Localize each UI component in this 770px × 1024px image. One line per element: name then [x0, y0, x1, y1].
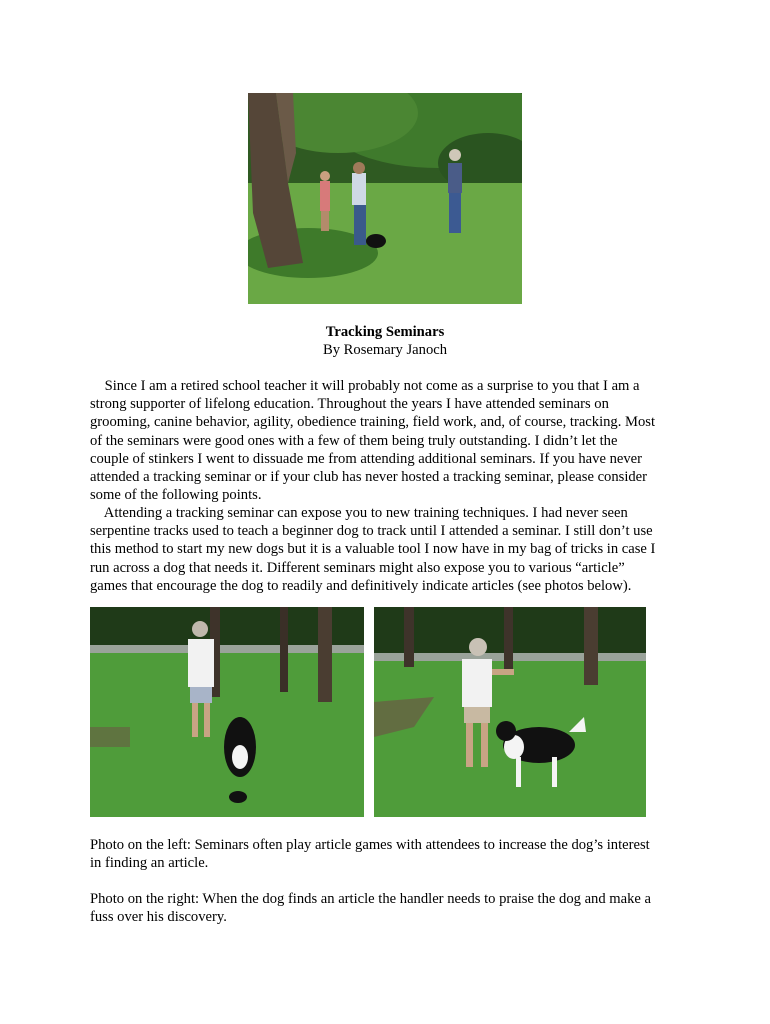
caption-right-photo [90, 890, 690, 926]
text-line: Attending a tracking seminar can expose you to new training techniques. I had never seen [90, 505, 628, 521]
right-photo-handler-praising-dog [374, 607, 646, 817]
text-line: strong supporter of lifelong education. Throughout the years I have attended seminars on [90, 396, 609, 413]
text-line: Photo on the right: When the dog finds an article the handler needs to praise the dog and make a [90, 891, 652, 907]
text-line: fuss over his discovery. [90, 909, 227, 926]
text-line: of the seminars were good ones with a few of them being truly outstanding. I didn’t let the [90, 432, 618, 449]
left-photo-handler-with-dog [90, 607, 364, 817]
text-line: some of the following points. [90, 487, 262, 504]
text-line: grooming, canine behavior, agility, obedience training, field work, and, of course, tracking. Most [90, 414, 656, 431]
top-photo-people-in-field [248, 93, 522, 304]
text-line: attended a tracking seminar or if your club has never hosted a tracking seminar, please consider [90, 469, 648, 486]
article-title: Tracking Seminars [325, 324, 445, 340]
text-line: games that encourage the dog to readily and definitively indicate articles (see photos below). [90, 577, 632, 594]
text-line: Since I am a retired school teacher it will probably not come as a surprise to you that I am a [90, 378, 640, 394]
text-line: couple of stinkers I went to dissuade me from attending additional seminars. If you have never [90, 450, 642, 467]
text-line: Photo on the left: Seminars often play article games with attendees to increase the dog’s interest [90, 837, 650, 853]
paragraph-1 [90, 377, 690, 504]
text-line: serpentine tracks used to teach a beginner dog to track until I attended a seminar. I still don’t use [90, 523, 653, 540]
text-line: run across a dog that needs it. Different seminars might also expose you to various “article” [90, 559, 625, 576]
paragraph-2 [90, 504, 690, 595]
caption-left-photo [90, 836, 690, 872]
text-line: in finding an article. [90, 855, 209, 872]
article-byline: By Rosemary Janoch [322, 342, 448, 358]
text-line: this method to start my new dogs but it is a valuable tool I now have in my bag of tricks in case I [90, 541, 656, 558]
